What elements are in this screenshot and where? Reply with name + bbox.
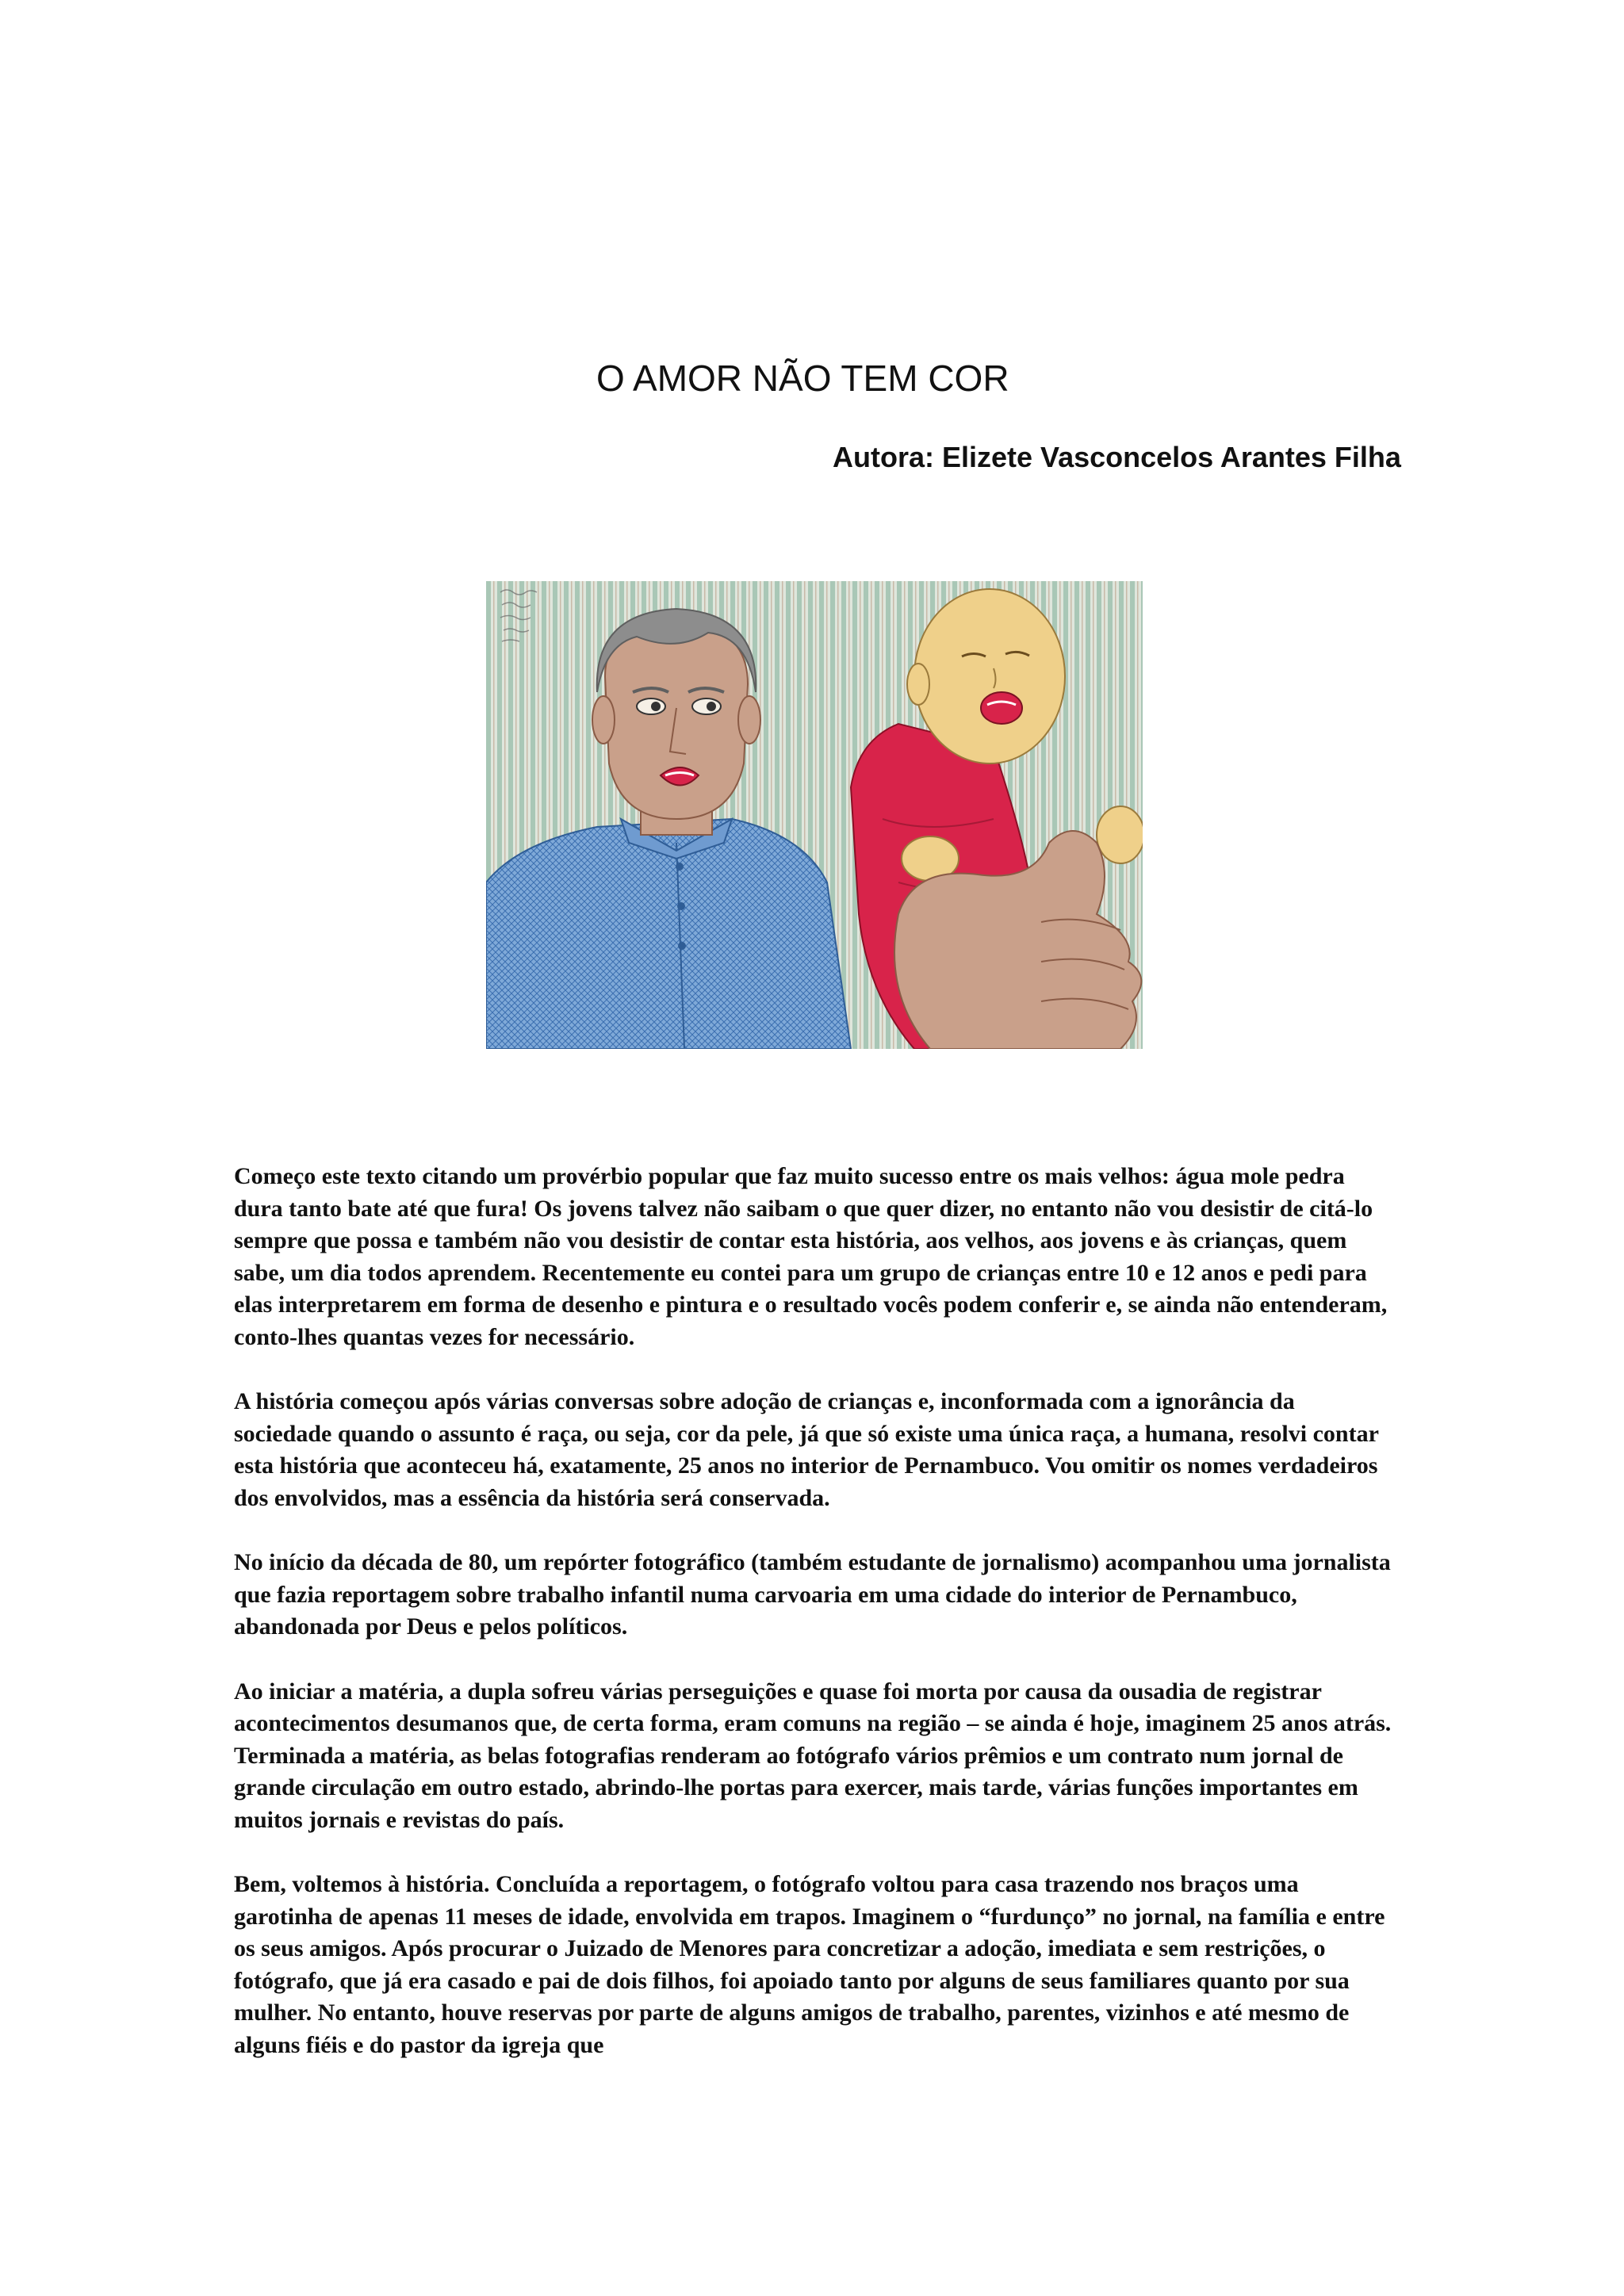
paragraph: Começo este texto citando um provérbio popular que faz muito sucesso entre os mais velhos: água mole pedra dura tanto bate até que fura! Os jovens talvez não saibam o que quer dizer, no entanto não vou desistir de citá-lo sempre que possa e também não vou desistir de contar esta história, aos velhos, aos jovens e às crianças, quem sabe, um dia todos aprendem. Recentemente eu contei para um grupo de crianças entre 10 e 12 anos e pedi para elas interpretarem em forma de desenho e pintura e o resultado vocês podem conferir e, se ainda não entenderam, conto-lhes quantas vezes for necessário. xyxy=(234,1163,1388,1350)
document-body xyxy=(234,1161,1392,2094)
paragraph: No início da década de 80, um repórter fotográfico (também estudante de jornalismo) acompanhou uma jornalista que fazia reportagem sobre trabalho infantil numa carvoaria em uma cidade do interior de Pernambuco, abandonada por Deus e pelos políticos. xyxy=(234,1549,1391,1640)
illustration-drawing xyxy=(486,581,1143,1049)
paragraph: Bem, voltemos à história. Concluída a reportagem, o fotógrafo voltou para casa trazendo nos braços uma garotinha de apenas 11 meses de idade, envolvida em trapos. Imaginem o “furdunço” no jornal, na família e entre os seus amigos. Após procurar o Juizado de Menores para concretizar a adoção, imediata e sem restrições, o fotógrafo, que já era casado e pai de dois filhos, foi apoiado tanto por alguns de seus familiares quanto por sua mulher. No entanto, houve reservas por parte de alguns amigos de trabalho, parentes, vizinhos e até mesmo de alguns fiéis e do pastor da igreja que xyxy=(234,1871,1385,2058)
paragraph: A história começou após várias conversas sobre adoção de crianças e, inconformada com a ignorância da sociedade quando o assunto é raça, ou seja, cor da pele, já que só existe uma única raça, a humana, resolvi contar esta história que aconteceu há, exatamente, 25 anos no interior de Pernambuco. Vou omitir os nomes verdadeiros dos envolvidos, mas a essência da história será conservada. xyxy=(234,1388,1379,1511)
paragraph: Ao iniciar a matéria, a dupla sofreu várias perseguições e quase foi morta por causa da ousadia de registrar acontecimentos desumanos que, de certa forma, eram comuns na região – se ainda é hoje, imaginem 25 anos atrás. Terminada a matéria, as belas fotografias renderam ao fotógrafo vários prêmios e um contrato num jornal de grande circulação em outro estado, abrindo-lhe portas para exercer, mais tarde, várias funções importantes em muitos jornais e revistas do país. xyxy=(234,1678,1392,1833)
document-title: O AMOR NÃO TEM COR xyxy=(596,358,1009,399)
author-line: Autora: Elizete Vasconcelos Arantes Filha xyxy=(833,441,1401,473)
